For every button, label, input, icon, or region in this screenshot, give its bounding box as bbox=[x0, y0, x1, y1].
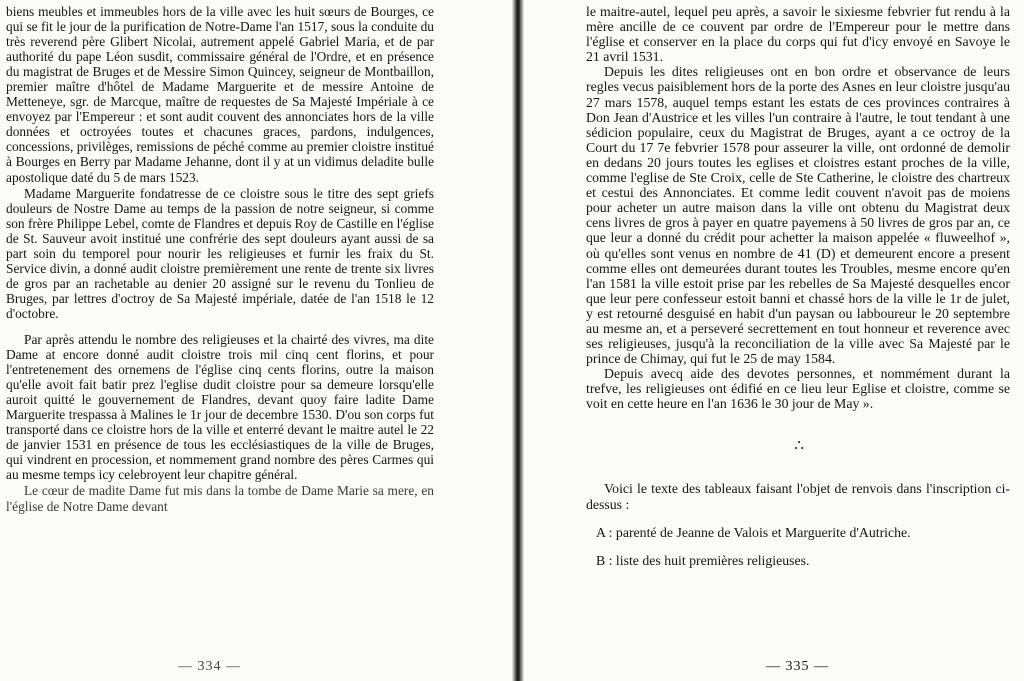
left-paragraph-1: biens meubles et immeubles hors de la ville avec les huit sœurs de Bourges, ce qui se fit le jour de la purification de Notre-Dame l'an 1517, sous la conduite du très reverend père Glibert Nicolai, autrement appelé Gabriel Maria, et de par authorité du pape Léon susdit, commissaire général de l'Ordre, et en présence du magistrat de Bruges et de Messire Simon Quincey, seigneur de Montbaillon, premier maître d'hôtel de Madame Marguerite et de messire Antoine de Metteneye, sgr. de Marcque, maître de requestes de Sa Majesté Impériale à ce envoyez par l'Empereur : et sont audit couvent des annonciates hors de la ville données et octroyées toutes et chacunes graces, pardons, indulgences, concessions, privilèges, remissions de péché comme au premier cloistre institué à Bourges en Berry par Madame Jehanne, dont il y at un vidimus deladite bulle apostolique daté du 5 de mars 1523. bbox=[6, 4, 434, 185]
section-ornament: ∴ bbox=[794, 437, 802, 454]
source-item-b: B : liste des huit premières religieuses. bbox=[596, 552, 810, 568]
left-paragraph-2: Madame Marguerite fondatresse de ce cloistre sous le titre des sept griefs douleurs de Nostre Dame au temps de la passion de notre seigneur, si comme son frère Philippe Lebel, comte de Flandres et depuis Roy de Castille en l'église de St. Sauveur avoit institué une confrérie des sept douleurs ayant aussi de sa part soin du temporel pour nourir les religieuses et furnir les fraix du St. Service divin, a donné audit cloistre premièrement une rente de trente six livres de gros par an rachetable au denier 20 assigné sur le revenu du Tonlieu de Bruges, par lettres d'octroy de Sa Majesté impériale, datée de l'an 1518 le 12 d'octobre. bbox=[6, 185, 434, 321]
left-page-number: — 334 — bbox=[178, 659, 241, 674]
book-gutter bbox=[512, 0, 524, 681]
right-page-number: — 335 — bbox=[766, 659, 829, 674]
right-paragraph-1: le maitre-autel, lequel peu après, a savoir le sixiesme febvrier fut rendu à la mère ancille de ce couvent par ordre de l'Empereur pour le mettre dans l'église et conserver en la place du corps qui fut d'icy envoyé en Savoye le 21 avril 1531. bbox=[586, 4, 1010, 65]
right-paragraph-2: Depuis les dites religieuses ont en bon ordre et observance de leurs regles vecus paisiblement hors de la porte des Asnes en leur cloistre jusqu'au 27 mars 1578, auquel temps estant les estats de ces provinces contraires à Don Jean d'Austrice et les villes l'un contraire à l'autre, le tout tendant à une sédicion populaire, ceux du Magistrat de Bruges, ayant a ce octroy de la Court du 17 7e febvrier 1578 pour asseurer la ville, ont ordonné de demolir en dedans 20 jours toutes les eglises et cloistres estant proches de la ville, comme l'eglise de Ste Croix, celle de Ste Catherine, le cloistre des chartreux et cestui des Annonciates. Et comme ledit couvent n'avoit pas de moiens pour acheter un autre maison dans la ville ont obtenu du Magistrat deux cens livres de gros à payer en quatre payemens à 50 livres de gros par an, ce que leur a donné du crédit pour achetter la maison appelée « fluweelhof », où qu'elles sont venus en nombre de 41 (D) et demeurent encore a present comme elles ont demeurées durant toutes les Troubles, mesme encore qu'en l'an 1581 la ville estoit prise par les rebelles de Sa Majesté desquelles encor que leur pere confesseur estoit banni et chassé hors de la ville le 1r de julet, y est retourné desguisé en habit d'un paysan ou labboureur le 20 septembre au mesme an, et a perseveré secrettement en tout honneur et reverence avec ses religieuses, jusqu'à la reconciliation de la ville avec Sa Majesté par le prince de Chimay, qui fut le 25 de may 1584. bbox=[586, 64, 1010, 367]
right-page bbox=[528, 0, 1024, 681]
left-paragraph-3: Par après attendu le nombre des religieuses et la chairté des vivres, ma dite Dame at encore donné audit cloistre trois mil cinq cent florins, et pour l'entretenement des ornemens de l'église cinq cents florins, outre la maison qu'elle avoit fait batir prez l'eglise dudit cloistre pour sa demeure lorsqu'elle auroit quitté le gouvernement de Flandres, devant quoy faire ladite Dame Marguerite trespassa à Malines le 1r jour de decembre 1530. D'ou son corps fut transporté dans ce cloistre hors de la ville et enterré devant le maitre autel le 22 de janvier 1531 en présence de tous les ecclésiastiques de la ville de Bruges, qui vindrent en procession, et nommement grand nombre des pères Carmes qui au mesme temps icy celebroyent leur chapitre général. bbox=[6, 331, 434, 483]
left-paragraph-4: Le cœur de madite Dame fut mis dans la tombe de Dame Marie sa mere, en l'église de Notre Dame devant bbox=[6, 483, 434, 514]
source-item-a: A : parenté de Jeanne de Valois et Marguerite d'Autriche. bbox=[596, 524, 911, 540]
right-paragraph-3: Depuis avecq aide des devotes personnes, et nommément durant la trefve, les religieuses ont édifié en ce lieu leur Eglise et cloistre, comme se voit en cette heure en l'an 1636 le 30 jour de May ». bbox=[586, 366, 1010, 412]
sources-intro: Voici le texte des tableaux faisant l'objet de renvois dans l'inscription ci-dessus : bbox=[586, 480, 1010, 512]
left-page bbox=[0, 0, 508, 681]
